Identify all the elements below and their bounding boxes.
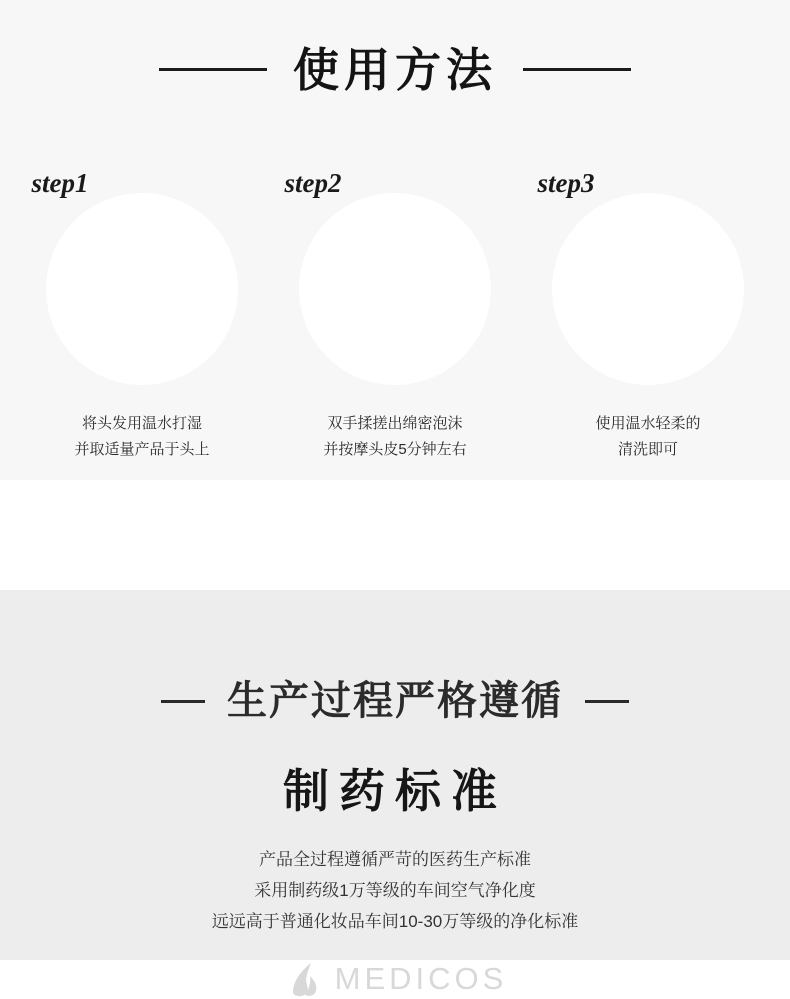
title-rule-left	[159, 68, 267, 71]
step-2-caption-line2: 并按摩头皮5分钟左右	[323, 440, 467, 458]
usage-section	[0, 0, 790, 480]
step-2-label: step2	[284, 167, 342, 198]
title-rule-right	[523, 68, 631, 71]
step-3-caption-line1: 使用温水轻柔的	[595, 414, 701, 432]
step-1-illustration-wrap	[46, 193, 238, 385]
step-1-caption-line1: 将头发用温水打湿	[81, 414, 202, 432]
standard-section	[0, 590, 790, 997]
standard-body-line-2: 采用制药级1万等级的车间空气净化度	[254, 881, 536, 901]
step-item-2	[283, 168, 508, 463]
standard-body-line-3: 远远高于普通化妆品车间10-30万等级的净化标准	[211, 912, 579, 932]
standard-title-line1: 生产过程严格遵循	[227, 679, 563, 724]
step-1-label: step1	[31, 167, 89, 198]
step-3-illustration-wrap	[552, 193, 744, 385]
step-3-label: step3	[537, 167, 595, 198]
step-2-illustration-wrap	[299, 193, 491, 385]
medicos-flame-logo-icon	[283, 959, 325, 999]
step-3-circle	[552, 193, 744, 385]
step-3-caption-line2: 清洗即可	[617, 440, 678, 458]
step-1-circle	[46, 193, 238, 385]
step-2-caption	[283, 411, 508, 463]
page-title: 使用方法	[293, 43, 497, 96]
standard-body	[0, 844, 790, 937]
standard-rule-left	[161, 700, 205, 703]
step-item-1	[30, 168, 255, 463]
standard-title-line2: 制药标准	[283, 765, 507, 818]
step-2-circle	[299, 193, 491, 385]
step-3-caption	[536, 411, 761, 463]
step-item-3	[536, 168, 761, 463]
step-2-caption-line1: 双手揉搓出绵密泡沫	[327, 414, 463, 432]
brand-name: MEDICOS	[334, 961, 508, 997]
brand-lockup	[0, 959, 790, 999]
usage-title-row	[0, 0, 790, 124]
section-gap	[0, 480, 790, 590]
step-1-caption	[30, 411, 255, 463]
steps-list	[0, 168, 790, 463]
standard-body-line-1: 产品全过程遵循严苛的医药生产标准	[259, 850, 531, 870]
step-1-caption-line2: 并取适量产品于头上	[74, 440, 210, 458]
standard-rule-right	[585, 700, 629, 703]
standard-title-row	[0, 590, 790, 754]
